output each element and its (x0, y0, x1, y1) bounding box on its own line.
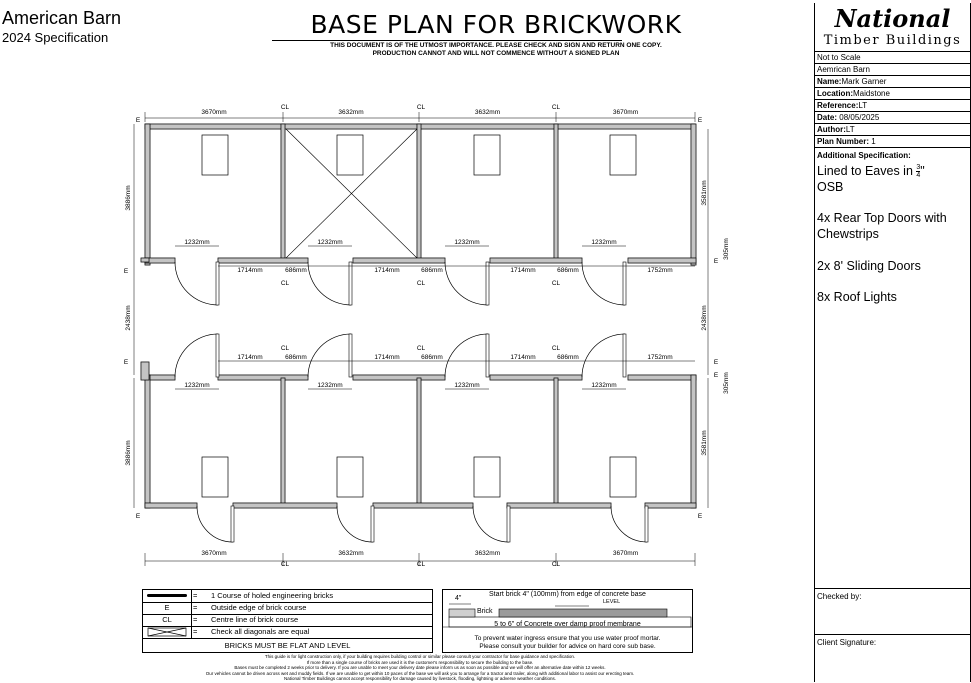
company-logo: National Timber Buildings (823, 4, 962, 48)
gap-label: 1714mm (374, 354, 400, 361)
brick-walls (141, 124, 696, 508)
bay-width-label: 3632mm (338, 109, 364, 116)
brick-wall-hatch (145, 375, 150, 508)
door-width-label: 1232mm (591, 382, 617, 389)
brick-wall-hatch (691, 375, 696, 508)
gap-label: 686mm (285, 354, 307, 361)
scale-row: Not to Scale (815, 51, 970, 63)
edge-label: E (713, 258, 719, 265)
depth-label: 3581mm (701, 180, 708, 206)
gap-label: 686mm (285, 267, 307, 274)
edge-label: E (123, 359, 129, 366)
detail-note-1: To prevent water ingress ensure that you use water proof mortar. (474, 635, 661, 642)
edge-label: E (713, 372, 719, 379)
brick-wall-hatch (218, 258, 308, 263)
detail-section-drawing (443, 600, 692, 636)
plan-number-row: Plan Number: 1 (815, 135, 970, 147)
notice-line-1: THIS DOCUMENT IS OF THE UTMOST IMPORTANCE. PLEASE CHECK AND SIGN AND RETURN ONE COPY. (330, 42, 662, 49)
brick-wall-hatch (691, 124, 696, 265)
door-swing (445, 262, 488, 305)
door-width-label: 1232mm (317, 239, 343, 246)
footnote-line: National Timber Buildings cannot accept responsibility for damage caused by livestock, flooding, lightning or adverse weather conditions. (284, 676, 556, 682)
gap-label: 1752mm (647, 267, 673, 274)
spec-item-rooflights: 8x Roof Lights (817, 290, 897, 304)
brick-wall-hatch (373, 503, 473, 508)
roof-light (610, 135, 636, 175)
edge-label: E (713, 359, 719, 366)
brick-wall-hatch (490, 375, 582, 380)
rear-door-swing (473, 506, 509, 542)
brick-wall-hatch (417, 378, 421, 506)
bay-width-label: 3632mm (338, 550, 364, 557)
cl-label: CL (416, 104, 426, 111)
roof-light (202, 135, 228, 175)
door-swing (175, 262, 218, 305)
spec-item-lining: Lined to Eaves in $\frac{3}{4}$ " OSB (817, 164, 925, 195)
brick-wall-hatch (628, 375, 696, 380)
legend-symbol-diagonals (143, 626, 192, 638)
bay-width-label: 3670mm (612, 109, 639, 116)
door-width-label: 1232mm (317, 382, 343, 389)
aisle-label: 2438mm (125, 305, 132, 331)
door-leaf (623, 262, 626, 305)
brick-wall-hatch (554, 124, 558, 262)
depth-label: 3886mm (125, 185, 132, 211)
brick-wall-hatch (281, 124, 285, 262)
rear-door-swing (197, 506, 233, 542)
roof-light (474, 135, 500, 175)
door-leaf (623, 334, 626, 377)
door-leaf (349, 334, 352, 377)
brick-wall-hatch (145, 258, 175, 263)
title-block (814, 3, 971, 682)
brick-wall-hatch (417, 124, 421, 262)
date-row: Date: 08/05/2025 (815, 111, 970, 123)
rear-door-swing (611, 506, 647, 542)
legend-row-course: = 1 Course of holed engineering bricks (143, 590, 432, 603)
gap-label: 686mm (421, 267, 443, 274)
detail-note-2: Please consult your builder for advice on hard core sub base. (479, 643, 656, 650)
roof-light (337, 135, 363, 175)
legend-symbol-course (143, 590, 192, 602)
legend-row-edge: E = Outside edge of brick course (143, 602, 432, 615)
cl-label: CL (551, 345, 561, 352)
rear-door-leaf (507, 506, 510, 542)
spec-label: Additional Specification: (817, 151, 911, 160)
edge-label: E (135, 513, 141, 520)
cl-label: CL (280, 561, 290, 568)
cl-label: CL (551, 561, 561, 568)
name-row: Name:Mark Garner (815, 75, 970, 87)
gap-label: 1714mm (510, 354, 536, 361)
door-leaf (486, 262, 489, 305)
gap-label: 1714mm (374, 267, 400, 274)
door-leaf (216, 262, 219, 305)
depth-label: 3886mm (125, 440, 132, 466)
cl-label: CL (416, 561, 426, 568)
brick-wall-hatch (507, 503, 611, 508)
door-width-label: 1232mm (454, 239, 480, 246)
detail-level: LEVEL (603, 599, 621, 605)
rear-door-swing (337, 506, 373, 542)
legend-footer: BRICKS MUST BE FLAT AND LEVEL (224, 641, 351, 650)
footnote (140, 654, 700, 682)
door-width-label: 1232mm (591, 239, 617, 246)
detail-dim: 4" (455, 595, 462, 602)
step-label: 305mm (723, 372, 730, 394)
footnote-line: Our vehicles cannot be driven across wet and muddy fields. If we are unable to get within 10 paces of the base we will ask you to arrange for a tractor and trailer, along with additional labor to assist our erecting team. (205, 670, 635, 676)
edge-label: E (135, 117, 141, 124)
door-leaf (216, 334, 219, 377)
brick-wall-hatch (353, 375, 445, 380)
brick-wall-hatch (141, 362, 149, 380)
door-swing (308, 334, 351, 377)
brick-wall-hatch (490, 258, 582, 263)
cl-label: CL (416, 345, 426, 352)
cl-label: CL (551, 104, 561, 111)
gap-label: 1714mm (237, 267, 263, 274)
roof-light (202, 457, 228, 497)
plan-annotations (124, 104, 730, 568)
footnote-line: If more than a single course of bricks are used it is the customer's responsibility to secure the building to the base. (306, 659, 534, 665)
spec-year: 2024 Specification (2, 30, 109, 45)
location-row: Location:Maidstone (815, 87, 970, 99)
gap-label: 686mm (557, 354, 579, 361)
door-leaf (486, 334, 489, 377)
edge-label: E (697, 117, 703, 124)
footnote-line: Bases must be completed 2 weeks prior to delivery. If you are unable to meet your delivery date please inform us as soon as possible and we will offer an alternative date within 12 weeks. (234, 665, 606, 671)
roof-light (474, 457, 500, 497)
legend-row-diagonals: = Check all diagonals are equal (143, 626, 432, 639)
door-swing (175, 334, 218, 377)
building-row: Aemrican Barn (815, 63, 970, 75)
notice-line-2: PRODUCTION CANNOT AND WILL NOT COMMENCE WITHOUT A SIGNED PLAN (372, 50, 620, 57)
gap-label: 1752mm (647, 354, 673, 361)
door-swing (582, 262, 625, 305)
gap-label: 686mm (421, 354, 443, 361)
step-label: 305mm (723, 238, 730, 260)
door-swing (445, 334, 488, 377)
edge-label: E (123, 268, 129, 275)
brick-wall-hatch (233, 503, 337, 508)
checked-by-box[interactable]: Checked by: (815, 588, 970, 636)
cl-label: CL (416, 280, 426, 287)
page-title: BASE PLAN FOR BRICKWORK (310, 10, 682, 39)
cl-label: CL (280, 345, 290, 352)
brick-wall-hatch (141, 258, 149, 262)
author-row: Author:LT (815, 123, 970, 135)
bay-width-label: 3670mm (201, 109, 227, 116)
brick-wall-hatch (145, 503, 197, 508)
roof-light (610, 457, 636, 497)
bay-width-label: 3670mm (612, 550, 639, 557)
door-swing (308, 262, 351, 305)
rear-door-leaf (231, 506, 234, 542)
client-signature-box[interactable]: Client Signature: (815, 634, 970, 682)
roof-light (337, 457, 363, 497)
legend-table (142, 589, 433, 653)
detail-concrete: 5 to 6" of Concrete over damp proof membrane (494, 621, 641, 628)
door-leaf (349, 262, 352, 305)
reference-row: Reference:LT (815, 99, 970, 111)
aisle-label: 2438mm (701, 305, 708, 331)
brick-wall-hatch (145, 124, 150, 265)
brick-wall-hatch (554, 378, 558, 506)
bay-width-label: 3670mm (201, 550, 227, 557)
brick-wall-hatch (281, 378, 285, 506)
cl-label: CL (280, 280, 290, 287)
brick-wall-hatch (218, 375, 308, 380)
detail-start: Start brick 4" (100mm) from edge of concrete base (489, 591, 646, 598)
depth-label: 3581mm (701, 430, 708, 456)
project-name: American Barn (2, 8, 122, 28)
cl-label: CL (280, 104, 290, 111)
door-width-label: 1232mm (184, 239, 210, 246)
bay-width-label: 3632mm (474, 550, 501, 557)
cl-label: CL (551, 280, 561, 287)
edge-label: E (697, 513, 703, 520)
door-width-label: 1232mm (454, 382, 480, 389)
legend-row-centre: CL = Centre line of brick course (143, 614, 432, 627)
brick-wall-hatch (628, 258, 696, 263)
brick-wall-hatch (353, 258, 445, 263)
brick-wall-hatch (645, 503, 696, 508)
rear-door-leaf (371, 506, 374, 542)
bay-width-label: 3632mm (474, 109, 501, 116)
rear-door-leaf (645, 506, 648, 542)
detail-brick: Brick (477, 608, 493, 615)
door-width-label: 1232mm (184, 382, 210, 389)
spec-item-sliding: 2x 8' Sliding Doors (817, 259, 921, 273)
footnote-line: This guide is for light construction only, if your building requires building control or similar please consult your contractor for base guidance and specification. (264, 654, 576, 659)
gap-label: 1714mm (510, 267, 536, 274)
gap-label: 1714mm (237, 354, 263, 361)
brick-detail (442, 589, 693, 653)
door-swing (582, 334, 625, 377)
gap-label: 686mm (557, 267, 579, 274)
spec-item-doors: 4x Rear Top Doors with Chewstrips (817, 211, 947, 241)
